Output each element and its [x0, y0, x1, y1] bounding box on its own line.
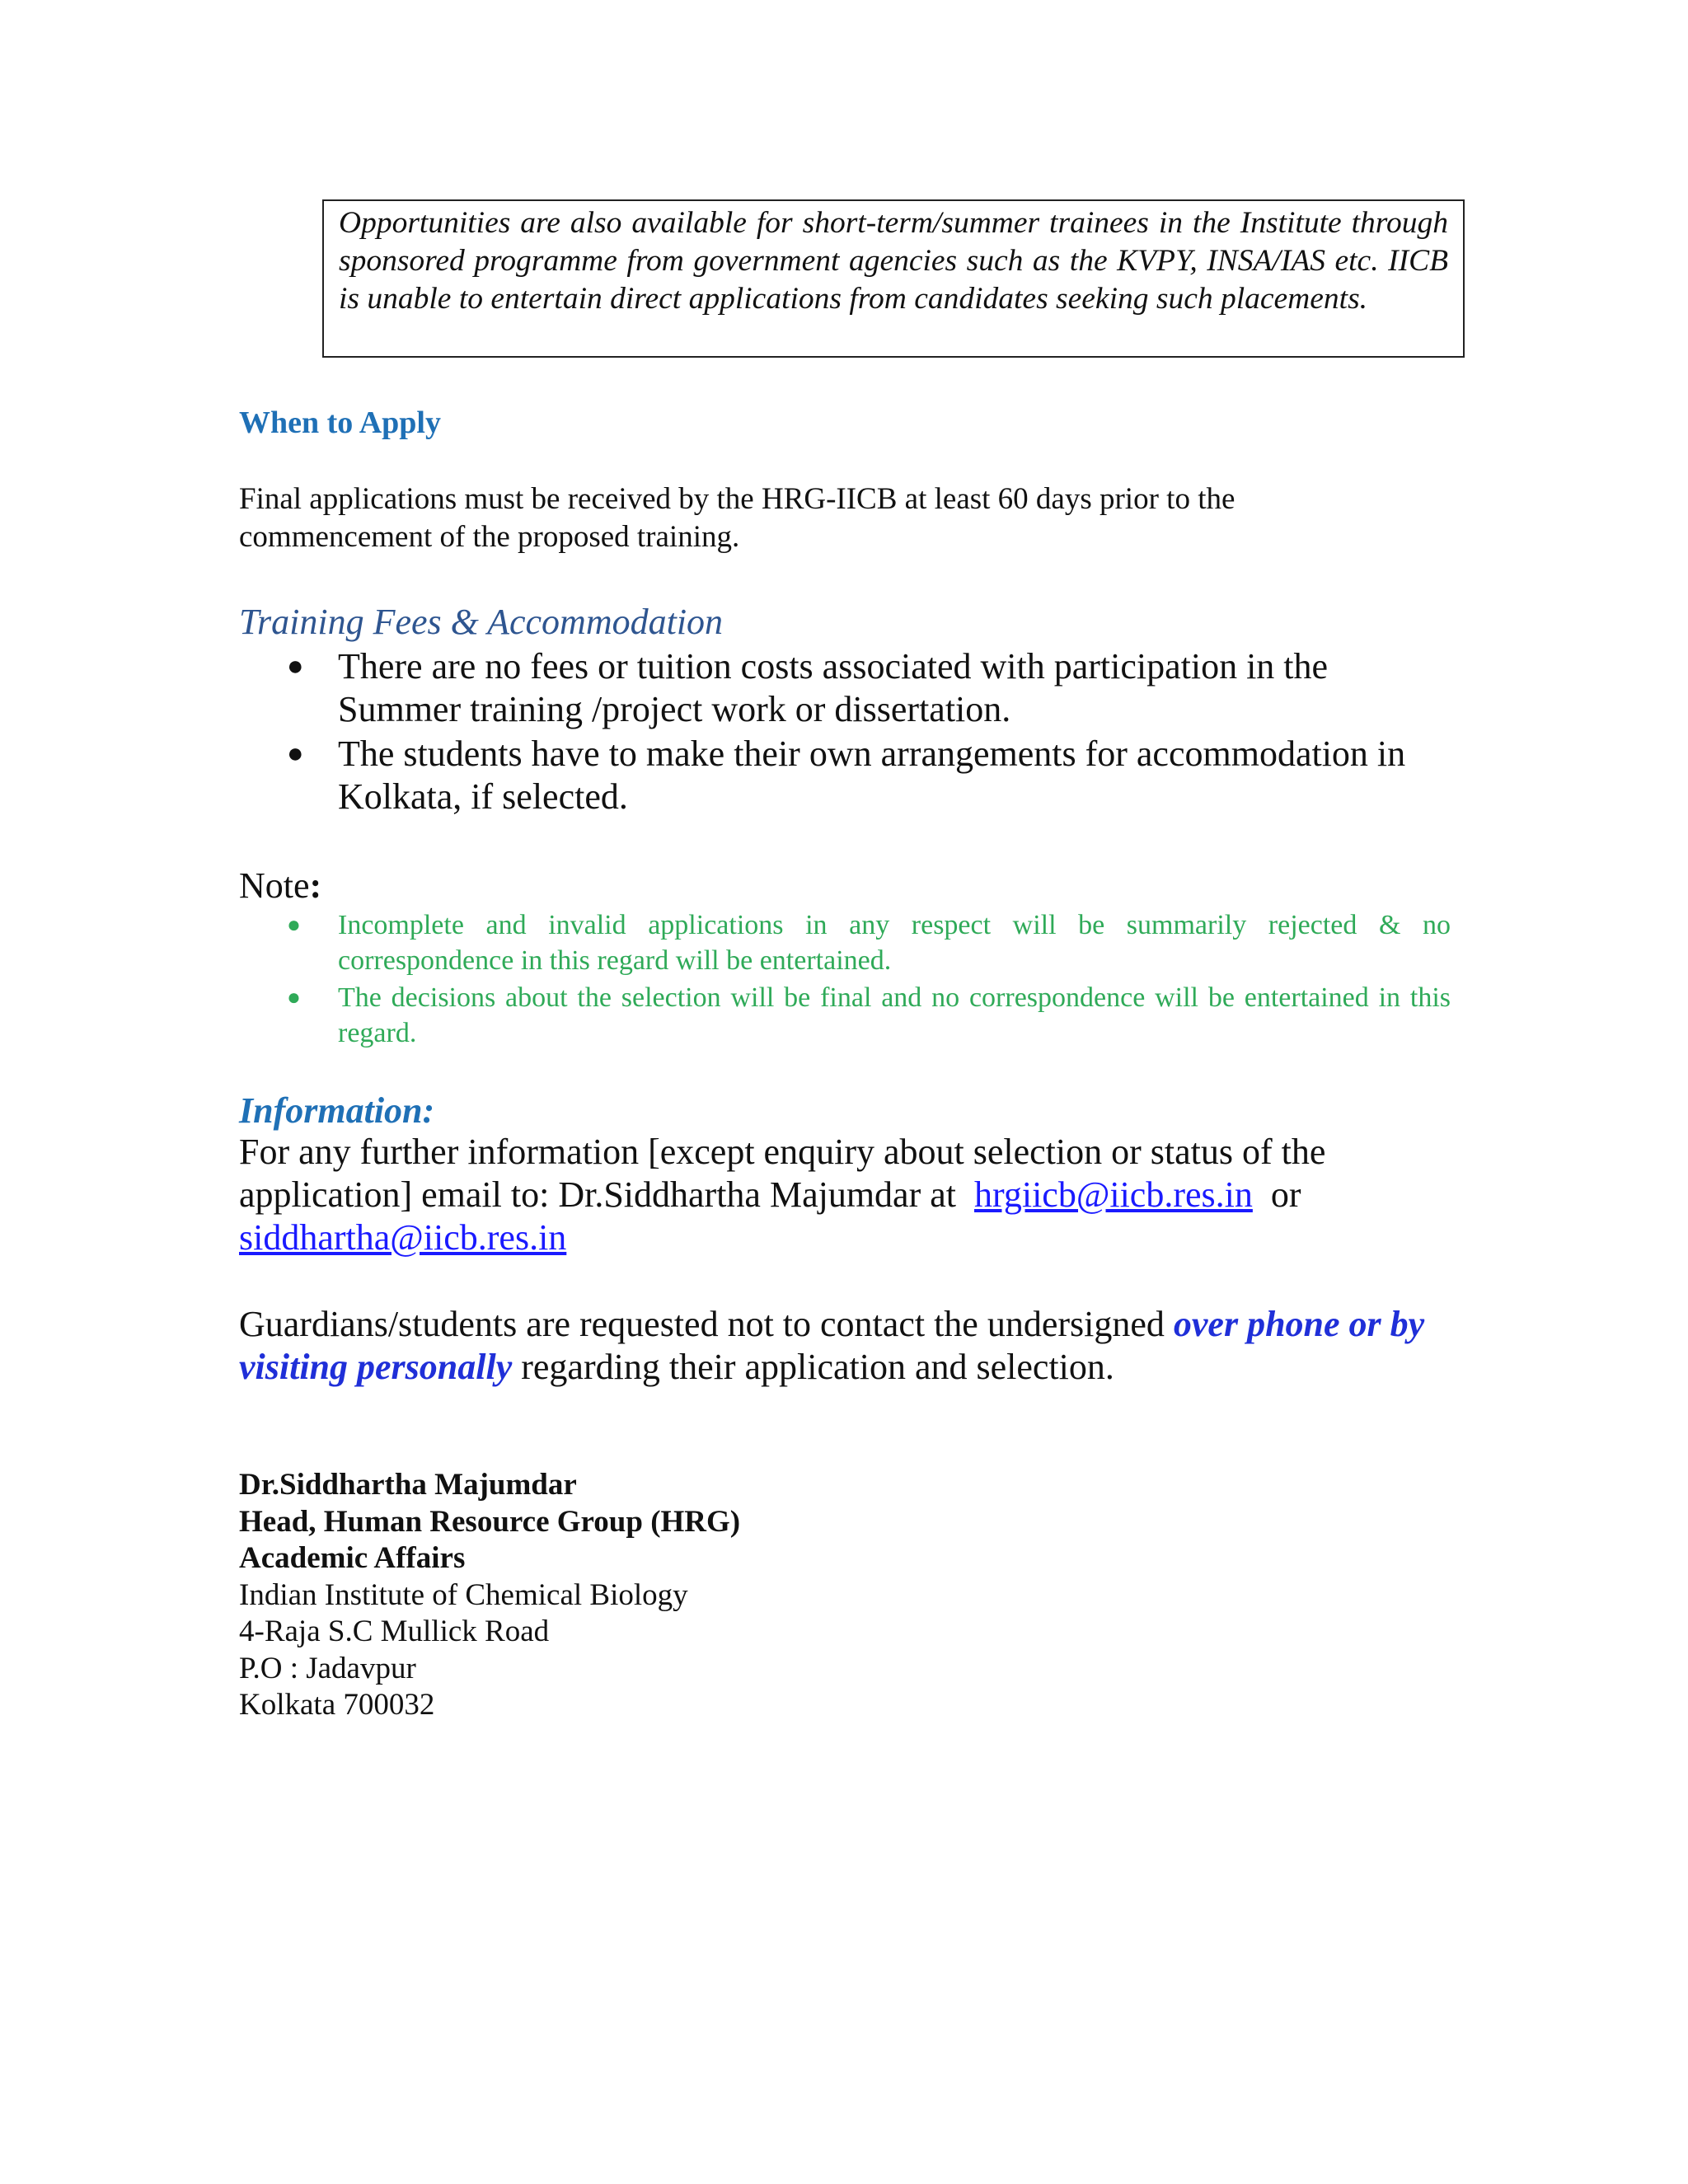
bullet-icon: ●	[287, 912, 301, 938]
information-text	[239, 1131, 1467, 1259]
list-item	[239, 907, 1451, 978]
note-item-text: Incomplete and invalid applications in any respect will be summarily rejected & no correspondence in this regard will be entertained.	[338, 910, 1451, 976]
signatory-name: Dr.Siddhartha Majumdar	[239, 1468, 577, 1502]
note-colon: :	[309, 865, 322, 906]
signatory-title: Head, Human Resource Group (HRG)	[239, 1504, 741, 1539]
guardians-emphasis: over phone or by visiting personally	[239, 1304, 1425, 1387]
information-or: or	[1270, 1174, 1301, 1215]
email-link-siddhartha[interactable]: siddhartha@iicb.res.in	[239, 1217, 567, 1258]
email-link-hrgiicb[interactable]: hrgiicb@iicb.res.in	[974, 1174, 1253, 1215]
address-road: 4-Raja S.C Mullick Road	[239, 1615, 550, 1648]
note-label-text: Note	[239, 865, 310, 906]
note-item-text: The decisions about the selection will be final and no correspondence will be entertained in this regard.	[338, 982, 1451, 1048]
address-city: Kolkata 700032	[239, 1688, 435, 1722]
note-list	[239, 907, 1451, 1052]
fees-item-text: The students have to make their own arrangements for accommodation in Kolkata, if selected.	[338, 733, 1406, 817]
note-label	[239, 863, 321, 909]
address-institute: Indian Institute of Chemical Biology	[239, 1577, 688, 1612]
fees-item-text: There are no fees or tuition costs associated with participation in the Summer training /project work or dissertation.	[338, 646, 1329, 729]
training-fees-heading: Training Fees & Accommodation	[239, 602, 724, 642]
list-item	[239, 733, 1459, 818]
fees-list	[239, 645, 1459, 820]
when-to-apply-heading: When to Apply	[239, 405, 441, 440]
bullet-icon: ●	[287, 651, 304, 682]
guardians-text-before: Guardians/students are requested not to contact the undersigned	[239, 1304, 1165, 1344]
address-po: P.O : Jadavpur	[239, 1651, 416, 1685]
guardians-notice	[239, 1303, 1475, 1389]
information-text-before: For any further information [except enquiry about selection or status of the application] email to: Dr.Siddhartha Majumdar at	[239, 1132, 1326, 1215]
bullet-icon: ●	[287, 985, 301, 1010]
information-heading: Information:	[239, 1090, 435, 1131]
signatory-department: Academic Affairs	[239, 1541, 466, 1575]
list-item	[239, 980, 1451, 1051]
when-to-apply-text: Final applications must be received by the HRG-IICB at least 60 days prior to the commencement of the proposed training.	[239, 482, 1236, 554]
list-item	[239, 645, 1459, 731]
signature-block	[239, 1467, 740, 1724]
notice-text: Opportunities are also available for short-term/summer trainees in the Institute through sponsored programme from government agencies such as the KVPY, INSA/IAS etc. IICB is unable to entertain direct applications from candidates seeking such placements.	[339, 206, 1448, 316]
guardians-text-after: regarding their application and selection.	[521, 1347, 1114, 1387]
bullet-icon: ●	[287, 738, 304, 769]
summer-trainee-notice-box	[322, 199, 1465, 358]
